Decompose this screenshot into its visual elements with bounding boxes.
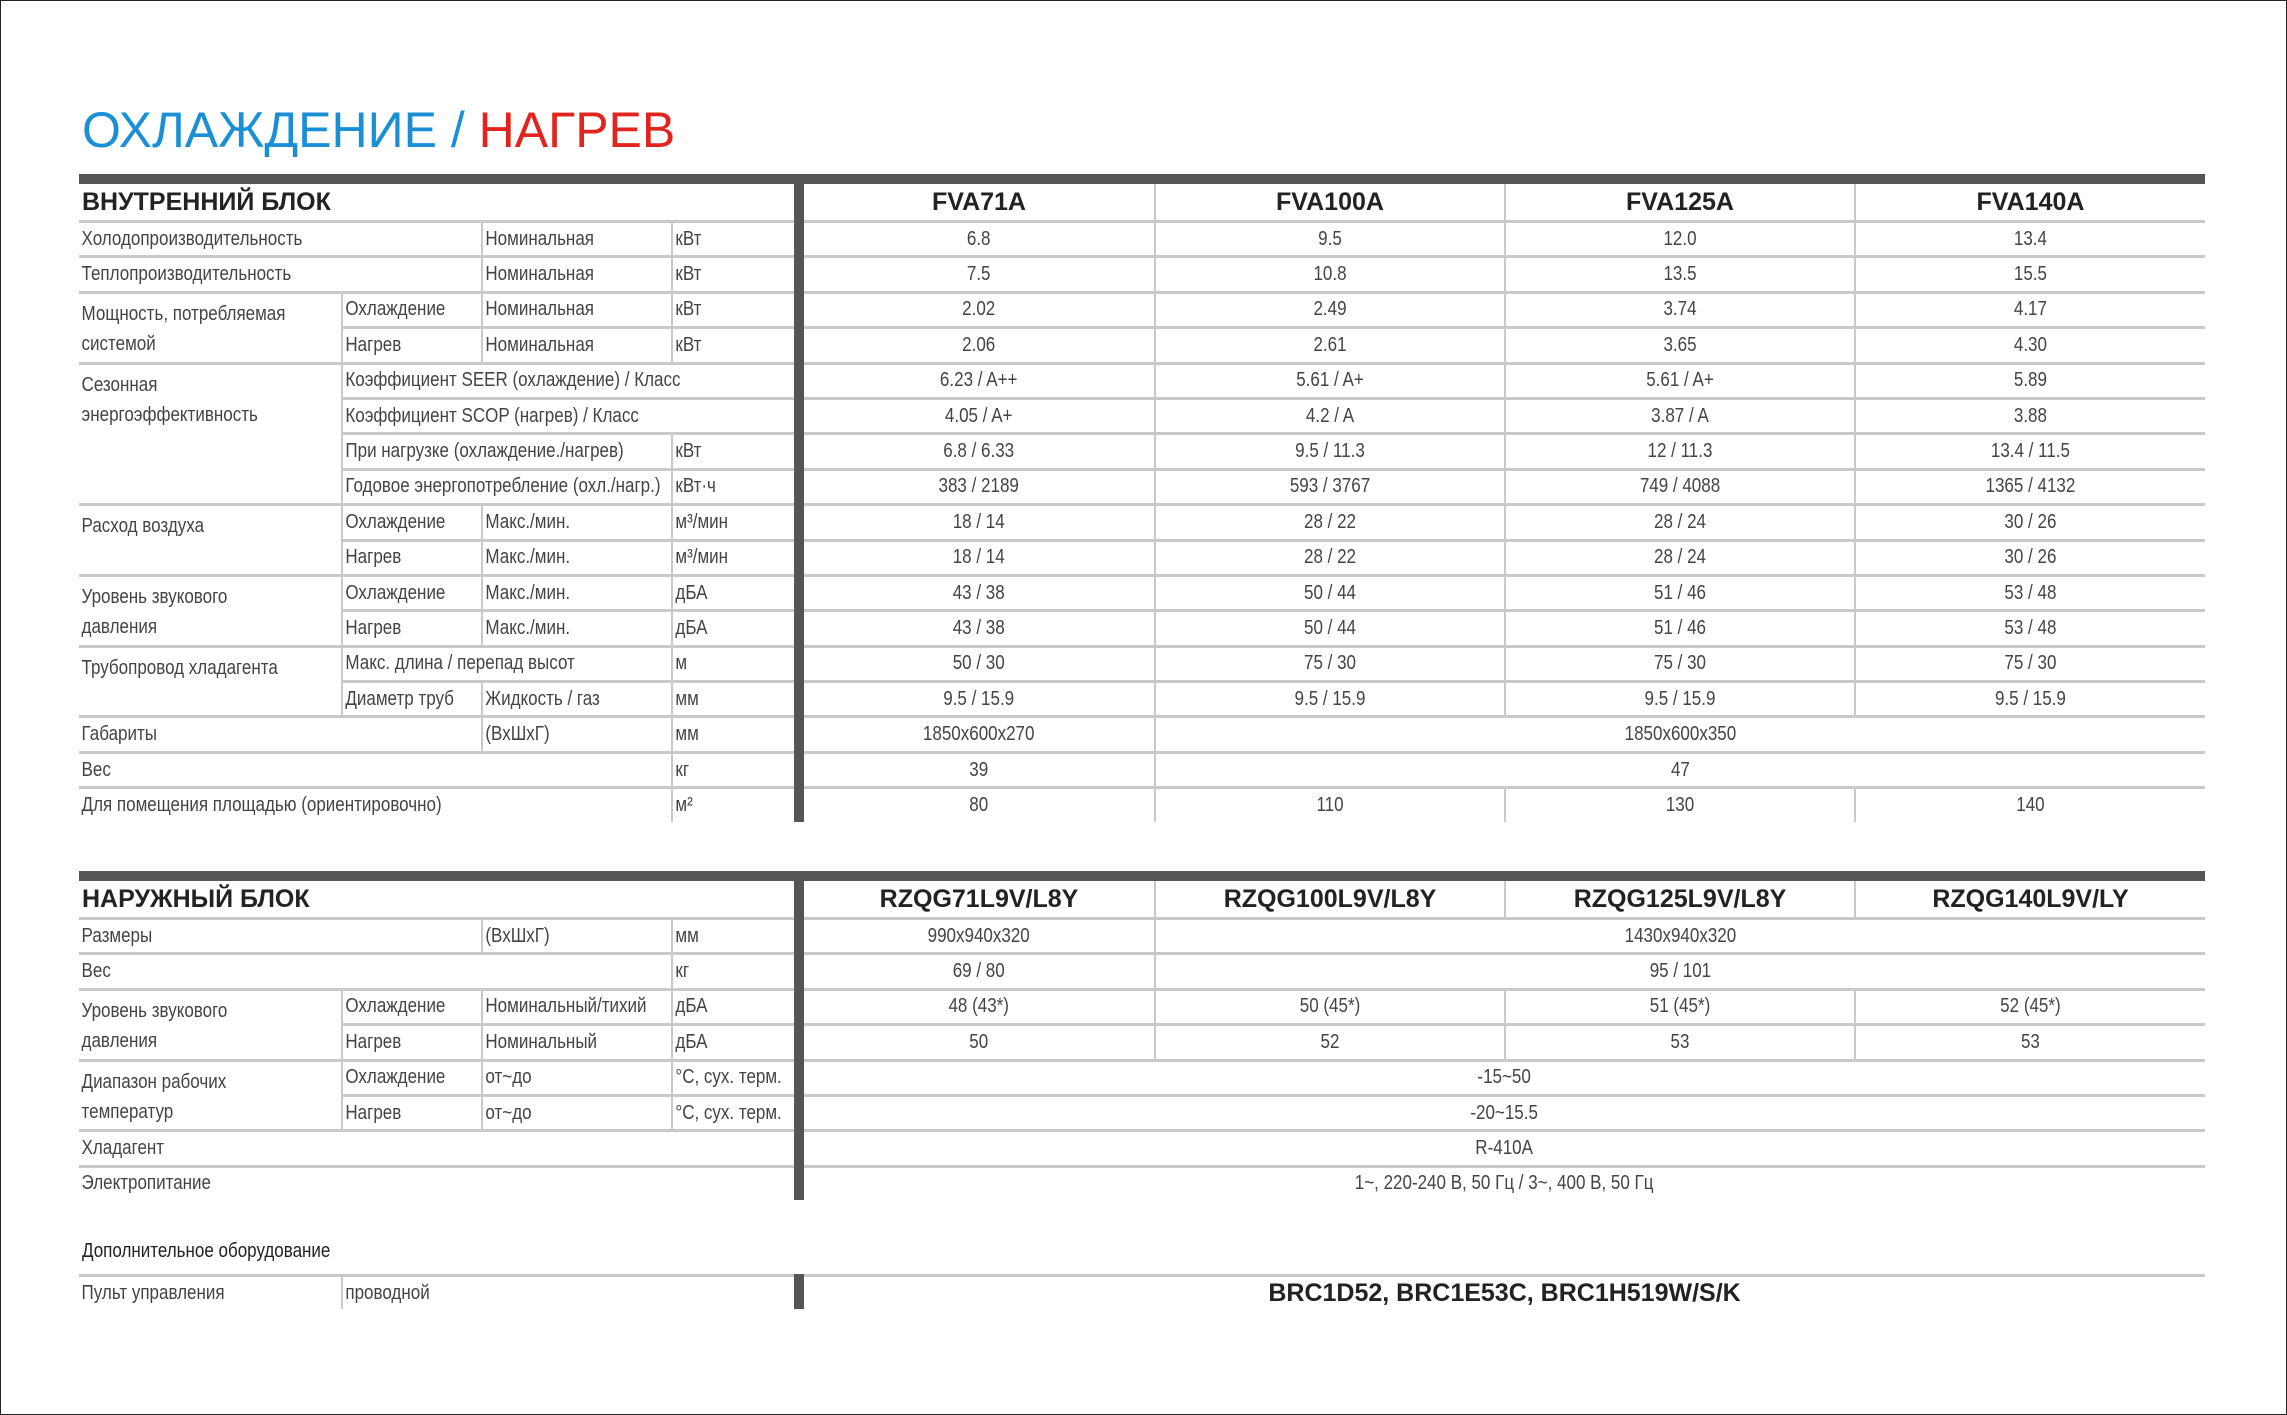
value-cell: 28 / 22 xyxy=(1181,505,1479,540)
value-cell: 28 / 24 xyxy=(1531,505,1829,540)
row-mode: Номинальный/тихий xyxy=(482,989,644,1024)
table-row xyxy=(79,752,2205,787)
value-cell: 140 xyxy=(1881,788,2179,822)
row-sublabel: Охлаждение xyxy=(342,575,461,610)
table-row xyxy=(79,1131,2205,1166)
row-unit: дБА xyxy=(672,989,780,1024)
value-cell: 52 (45*) xyxy=(1881,989,2179,1024)
value-cell: 53 / 48 xyxy=(1881,611,2179,646)
row-mode: Жидкость / газ xyxy=(482,682,644,717)
row-unit: мм xyxy=(672,682,780,717)
row-sublabel: Нагрев xyxy=(342,540,461,575)
row-unit: кВт xyxy=(672,222,780,257)
value-cell: 75 / 30 xyxy=(1181,646,1479,681)
row-mode: Номинальная xyxy=(482,328,644,363)
value-cell: 18 / 14 xyxy=(826,540,1129,575)
value-cell: 51 (45*) xyxy=(1531,989,1829,1024)
row-sublabel: Диаметр труб xyxy=(342,682,461,717)
row-group-label: Трубопровод хладагента xyxy=(79,646,303,717)
value-cell: 10.8 xyxy=(1181,257,1479,292)
row-group-label: Сезонная энергоэффективность xyxy=(79,363,303,505)
row-group-label: Уровень звукового давления xyxy=(79,575,303,646)
value-cell: 3.87 / A xyxy=(1531,398,1829,433)
row-sublabel: Охлаждение xyxy=(342,1060,461,1095)
row-sublabel: Охлаждение xyxy=(342,989,461,1024)
value-cell: 50 / 44 xyxy=(1181,611,1479,646)
row-unit: °C, сух. терм. xyxy=(672,1095,780,1130)
value-cell: 75 / 30 xyxy=(1531,646,1829,681)
row-mode: Номинальный xyxy=(482,1025,644,1060)
value-cell: 383 / 2189 xyxy=(826,469,1129,504)
value-cell: 990x940x320 xyxy=(826,919,1129,954)
title-cooling: ОХЛАЖДЕНИЕ xyxy=(82,102,437,158)
row-mode: Макс./мин. xyxy=(482,611,644,646)
row-label: Вес xyxy=(79,954,583,989)
value-cell: 12.0 xyxy=(1531,222,1829,257)
table-row xyxy=(79,1060,2205,1095)
row-unit: кВт xyxy=(672,292,780,327)
table-row xyxy=(79,1166,2205,1200)
row-mode: Макс./мин. xyxy=(482,540,644,575)
table-row xyxy=(79,292,2205,327)
row-mode: Номинальная xyxy=(482,257,644,292)
value-cell: 53 xyxy=(1881,1025,2179,1060)
remote-models: BRC1D52, BRC1E53C, BRC1H519W/S/K xyxy=(799,1276,2205,1310)
table-row xyxy=(79,1095,2205,1130)
value-cell: 43 / 38 xyxy=(826,611,1129,646)
row-unit: м³/мин xyxy=(672,505,780,540)
table-row xyxy=(79,1276,2205,1310)
table-row xyxy=(79,257,2205,292)
row-sublabel: Охлаждение xyxy=(342,292,461,327)
row-unit: м³/мин xyxy=(672,540,780,575)
value-cell: 7.5 xyxy=(826,257,1129,292)
table-row xyxy=(79,919,2205,954)
value-cell: 50 / 30 xyxy=(826,646,1129,681)
value-cell: 9.5 / 15.9 xyxy=(1181,682,1479,717)
table-row xyxy=(79,469,2205,504)
row-mode: (ВхШхГ) xyxy=(482,717,644,752)
row-unit: кг xyxy=(672,752,780,787)
value-cell: 9.5 / 15.9 xyxy=(826,682,1129,717)
row-unit: дБА xyxy=(672,575,780,610)
value-cell: 52 xyxy=(1181,1025,1479,1060)
table-row xyxy=(79,505,2205,540)
row-label: Размеры xyxy=(79,919,422,954)
value-cell: 12 / 11.3 xyxy=(1531,434,1829,469)
indoor-model: FVA100A xyxy=(1155,179,1505,222)
row-label: Габариты xyxy=(79,717,422,752)
value-cell: 53 xyxy=(1531,1025,1829,1060)
value-cell: 4.05 / A+ xyxy=(826,398,1129,433)
row-unit: м² xyxy=(672,788,780,822)
row-label: Хладагент xyxy=(79,1131,691,1166)
row-label: Для помещения площадью (ориентировочно) xyxy=(81,793,442,816)
row-group-label: Расход воздуха xyxy=(79,505,303,576)
value-cell-merged: -20~15.5 xyxy=(904,1095,2099,1130)
row-mode: от~до xyxy=(482,1060,644,1095)
value-cell: 4.17 xyxy=(1881,292,2179,327)
value-cell: 39 xyxy=(826,752,1129,787)
value-cell: 110 xyxy=(1181,788,1479,822)
row-sublabel: Охлаждение xyxy=(342,505,461,540)
table-row xyxy=(79,717,2205,752)
row-unit: дБА xyxy=(672,611,780,646)
value-cell: 51 / 46 xyxy=(1531,611,1829,646)
value-cell-merged: 1~, 220-240 В, 50 Гц / 3~, 400 В, 50 Гц xyxy=(904,1166,2099,1200)
value-cell: 50 (45*) xyxy=(1181,989,1479,1024)
table-row xyxy=(79,222,2205,257)
value-cell: 28 / 24 xyxy=(1531,540,1829,575)
row-unit: м xyxy=(672,646,780,681)
row-group-label: Диапазон рабочих температур xyxy=(79,1060,303,1131)
row-sublabel: проводной xyxy=(342,1276,730,1310)
table-row xyxy=(79,1025,2205,1060)
value-cell: 75 / 30 xyxy=(1881,646,2179,681)
value-cell: 43 / 38 xyxy=(826,575,1129,610)
value-cell: 1850x600x270 xyxy=(826,717,1129,752)
table-row xyxy=(79,398,2205,433)
value-cell: 2.02 xyxy=(826,292,1129,327)
value-cell: 2.06 xyxy=(826,328,1129,363)
title-separator: / xyxy=(450,102,465,158)
value-cell: 4.30 xyxy=(1881,328,2179,363)
row-mode: (ВхШхГ) xyxy=(482,919,644,954)
row-sublabel: Макс. длина / перепад высот xyxy=(342,646,623,681)
row-sublabel: Коэффициент SEER (охлаждение) / Класс xyxy=(342,363,730,398)
row-label: Пульт управления xyxy=(79,1276,303,1310)
value-cell: 3.88 xyxy=(1881,398,2179,433)
indoor-model: FVA140A xyxy=(1855,179,2205,222)
row-unit: °C, сух. терм. xyxy=(672,1060,780,1095)
value-cell: 2.49 xyxy=(1181,292,1479,327)
row-mode: Макс./мин. xyxy=(482,505,644,540)
row-unit: кВт xyxy=(672,328,780,363)
row-sublabel: Нагрев xyxy=(342,1095,461,1130)
value-cell: 6.8 xyxy=(826,222,1129,257)
value-cell: 5.89 xyxy=(1881,363,2179,398)
row-unit: кВт xyxy=(672,434,780,469)
value-cell: 4.2 / A xyxy=(1181,398,1479,433)
row-label: Электропитание xyxy=(81,1172,212,1195)
value-cell: 50 / 44 xyxy=(1181,575,1479,610)
table-row xyxy=(79,954,2205,989)
table-row xyxy=(79,682,2205,717)
indoor-model: FVA71A xyxy=(799,179,1155,222)
value-cell: 28 / 22 xyxy=(1181,540,1479,575)
row-mode: Номинальная xyxy=(482,292,644,327)
value-cell: 9.5 / 11.3 xyxy=(1181,434,1479,469)
value-cell-merged: R-410A xyxy=(904,1131,2099,1166)
row-sublabel: Нагрев xyxy=(342,1025,461,1060)
table-row xyxy=(79,611,2205,646)
value-cell: 130 xyxy=(1531,788,1829,822)
value-cell: 30 / 26 xyxy=(1881,505,2179,540)
indoor-spec-table xyxy=(79,174,2205,822)
accessories-table xyxy=(79,1274,2205,1309)
value-cell: 5.61 / A+ xyxy=(1181,363,1479,398)
outdoor-model: RZQG71L9V/L8Y xyxy=(799,876,1155,919)
value-cell: 15.5 xyxy=(1881,257,2179,292)
value-cell: 2.61 xyxy=(1181,328,1479,363)
value-cell: 50 xyxy=(826,1025,1129,1060)
value-cell: 80 xyxy=(826,788,1129,822)
outdoor-model: RZQG100L9V/L8Y xyxy=(1155,876,1505,919)
page-title xyxy=(82,100,675,160)
row-group-label: Мощность, потребляемая системой xyxy=(79,292,303,363)
value-cell: 53 / 48 xyxy=(1881,575,2179,610)
value-cell: 593 / 3767 xyxy=(1181,469,1479,504)
value-cell-merged: -15~50 xyxy=(904,1060,2099,1095)
value-cell: 13.4 xyxy=(1881,222,2179,257)
row-mode: от~до xyxy=(482,1095,644,1130)
value-cell: 6.23 / A++ xyxy=(826,363,1129,398)
value-cell: 9.5 / 15.9 xyxy=(1881,682,2179,717)
value-cell: 69 / 80 xyxy=(826,954,1129,989)
title-heating: НАГРЕВ xyxy=(478,102,676,158)
value-cell: 13.5 xyxy=(1531,257,1829,292)
value-cell: 6.8 / 6.33 xyxy=(826,434,1129,469)
row-group-label: Уровень звукового давления xyxy=(79,989,303,1060)
row-sublabel: Нагрев xyxy=(342,328,461,363)
row-unit: кВт·ч xyxy=(672,469,780,504)
indoor-model: FVA125A xyxy=(1505,179,1855,222)
row-unit: мм xyxy=(672,717,780,752)
row-label: Холодопроизводительность xyxy=(79,222,422,257)
table-row xyxy=(79,363,2205,398)
row-sublabel: Нагрев xyxy=(342,611,461,646)
accessories-title: Дополнительное оборудование xyxy=(82,1240,331,1262)
row-unit: кг xyxy=(672,954,780,989)
value-cell: 5.61 / A+ xyxy=(1531,363,1829,398)
row-sublabel: Коэффициент SCOP (нагрев) / Класс xyxy=(342,398,730,433)
value-cell: 13.4 / 11.5 xyxy=(1881,434,2179,469)
row-sublabel: Годовое энергопотребление (охл./нагр.) xyxy=(342,469,623,504)
value-cell: 3.65 xyxy=(1531,328,1829,363)
value-cell: 1365 / 4132 xyxy=(1881,469,2179,504)
value-cell: 9.5 / 15.9 xyxy=(1531,682,1829,717)
value-cell-merged: 1850x600x350 xyxy=(1234,717,2127,752)
table-row xyxy=(79,540,2205,575)
outdoor-header: НАРУЖНЫЙ БЛОК xyxy=(79,876,799,919)
row-unit: дБА xyxy=(672,1025,780,1060)
outdoor-model: RZQG125L9V/L8Y xyxy=(1505,876,1855,919)
row-sublabel: При нагрузке (охлаждение./нагрев) xyxy=(342,434,623,469)
value-cell: 18 / 14 xyxy=(826,505,1129,540)
table-row xyxy=(79,575,2205,610)
value-cell: 51 / 46 xyxy=(1531,575,1829,610)
indoor-header: ВНУТРЕННИЙ БЛОК xyxy=(79,179,799,222)
value-cell: 30 / 26 xyxy=(1881,540,2179,575)
value-cell-merged: 95 / 101 xyxy=(1234,954,2127,989)
row-label: Вес xyxy=(79,752,583,787)
outdoor-header-row xyxy=(79,876,2205,919)
row-mode: Номинальная xyxy=(482,222,644,257)
table-row xyxy=(79,989,2205,1024)
outdoor-spec-table xyxy=(79,871,2205,1200)
table-row xyxy=(79,328,2205,363)
indoor-header-row xyxy=(79,179,2205,222)
table-row xyxy=(79,434,2205,469)
row-mode: Макс./мин. xyxy=(482,575,644,610)
value-cell: 9.5 xyxy=(1181,222,1479,257)
value-cell: 749 / 4088 xyxy=(1531,469,1829,504)
table-row xyxy=(79,646,2205,681)
table-row xyxy=(79,788,2205,822)
value-cell: 48 (43*) xyxy=(826,989,1129,1024)
row-unit: мм xyxy=(672,919,780,954)
value-cell: 3.74 xyxy=(1531,292,1829,327)
outdoor-model: RZQG140L9V/LY xyxy=(1855,876,2205,919)
value-cell-merged: 47 xyxy=(1234,752,2127,787)
value-cell-merged: 1430x940x320 xyxy=(1234,919,2127,954)
row-label: Теплопроизводительность xyxy=(79,257,422,292)
row-unit: кВт xyxy=(672,257,780,292)
